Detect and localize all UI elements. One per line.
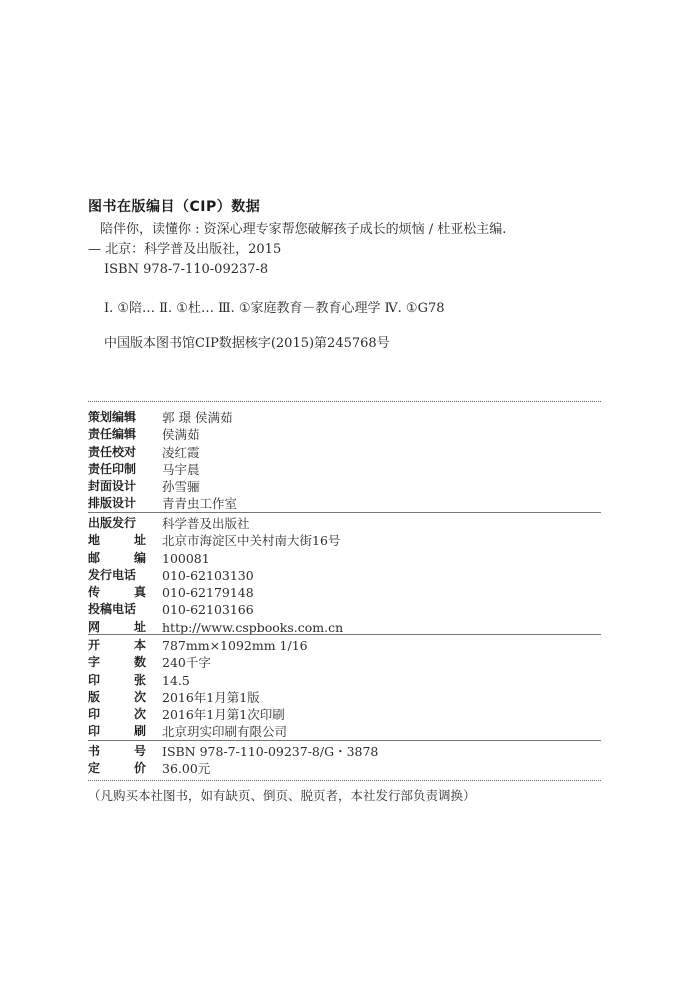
info-row [88,515,601,532]
info-row [88,723,601,740]
info-label: 传 真 [88,585,146,600]
info-value: 36.00元 [162,761,211,777]
info-value: 787mm×1092mm 1/16 [162,638,308,653]
info-label: 邮 编 [88,550,146,565]
editors-group [88,409,601,513]
divider-solid [88,740,601,741]
info-row [88,706,601,723]
cip-entry [88,220,608,260]
info-label: 地 址 [88,533,146,548]
info-value: ISBN 978-7-110-09237-8/G・3878 [162,744,379,759]
info-label: 印 张 [88,672,146,687]
info-label: 发行电话 [88,567,137,582]
divider-dotted-bottom [88,780,601,781]
info-row [88,426,601,443]
info-row [88,637,601,654]
info-label: 责任编辑 [88,427,137,442]
info-row [88,601,601,618]
info-row [88,532,601,549]
cip-classification: Ⅰ. ①陪… Ⅱ. ①杜… Ⅲ. ①家庭教育－教育心理学 Ⅳ. ①G78 [104,301,445,316]
info-label: 书 号 [88,744,146,758]
info-row [88,654,601,671]
info-value: 孙雪骊 [162,479,200,495]
divider-solid [88,512,601,513]
info-label: 版 次 [88,689,146,704]
info-value: 010-62103130 [162,567,254,583]
info-value: 2016年1月第1次印刷 [162,707,285,723]
info-row [88,760,601,777]
cip-entry-line2: — 北京：科学普及出版社，2015 [88,242,282,257]
cip-isbn: ISBN 978-7-110-09237-8 [104,262,269,277]
info-row [88,567,601,584]
divider-dotted-top [88,401,601,402]
info-row [88,409,601,426]
publisher-group [88,515,601,636]
info-row [88,444,601,461]
info-value: 凌红霞 [162,444,200,460]
info-row [88,550,601,567]
info-value: 240千字 [162,655,211,671]
info-label: 字 数 [88,655,146,670]
info-value: 青青虫工作室 [162,496,238,512]
info-value: http://www.cspbooks.com.cn [162,619,344,635]
cip-data-note: 中国版本图书馆CIP数据核字(2015)第245768号 [104,336,390,351]
info-value: 北京市海淀区中关村南大街16号 [162,533,341,549]
footer-note: （凡购买本社图书，如有缺页、倒页、脱页者，本社发行部负责调换） [88,788,476,803]
divider-solid [88,634,601,635]
cip-title: 图书在版编目（CIP）数据 [88,199,261,215]
print-specs-group [88,637,601,741]
info-label: 责任印制 [88,461,137,476]
info-label: 封面设计 [88,479,137,494]
info-value: 010-62103166 [162,602,254,618]
info-label: 网 址 [88,619,146,634]
info-value: 14.5 [162,672,190,688]
info-label: 责任校对 [88,444,137,459]
info-label: 排版设计 [88,496,137,511]
info-value: 郭 璟 侯满茹 [162,410,233,425]
info-label: 开 本 [88,638,146,652]
info-label: 策划编辑 [88,410,137,424]
info-value: 2016年1月第1版 [162,689,260,705]
cip-entry-line1: 陪伴你，读懂你 : 资深心理专家帮您破解孩子成长的烦恼 / 杜亚松主编. [100,222,507,237]
info-label: 出版发行 [88,516,137,530]
info-row [88,743,601,760]
info-value: 北京玥实印刷有限公司 [162,724,288,740]
info-row [88,672,601,689]
info-value: 010-62179148 [162,585,254,601]
info-label: 印 次 [88,707,146,722]
info-value: 科学普及出版社 [162,516,250,531]
info-label: 投稿电话 [88,602,137,617]
info-row [88,689,601,706]
info-value: 侯满茹 [162,427,200,443]
book-number-group [88,743,601,778]
info-label: 定 价 [88,761,146,776]
info-row [88,478,601,495]
info-row [88,461,601,478]
info-row [88,584,601,601]
info-row [88,495,601,512]
info-value: 100081 [162,550,210,566]
info-value: 马宇晨 [162,461,200,477]
info-label: 印 刷 [88,724,146,739]
